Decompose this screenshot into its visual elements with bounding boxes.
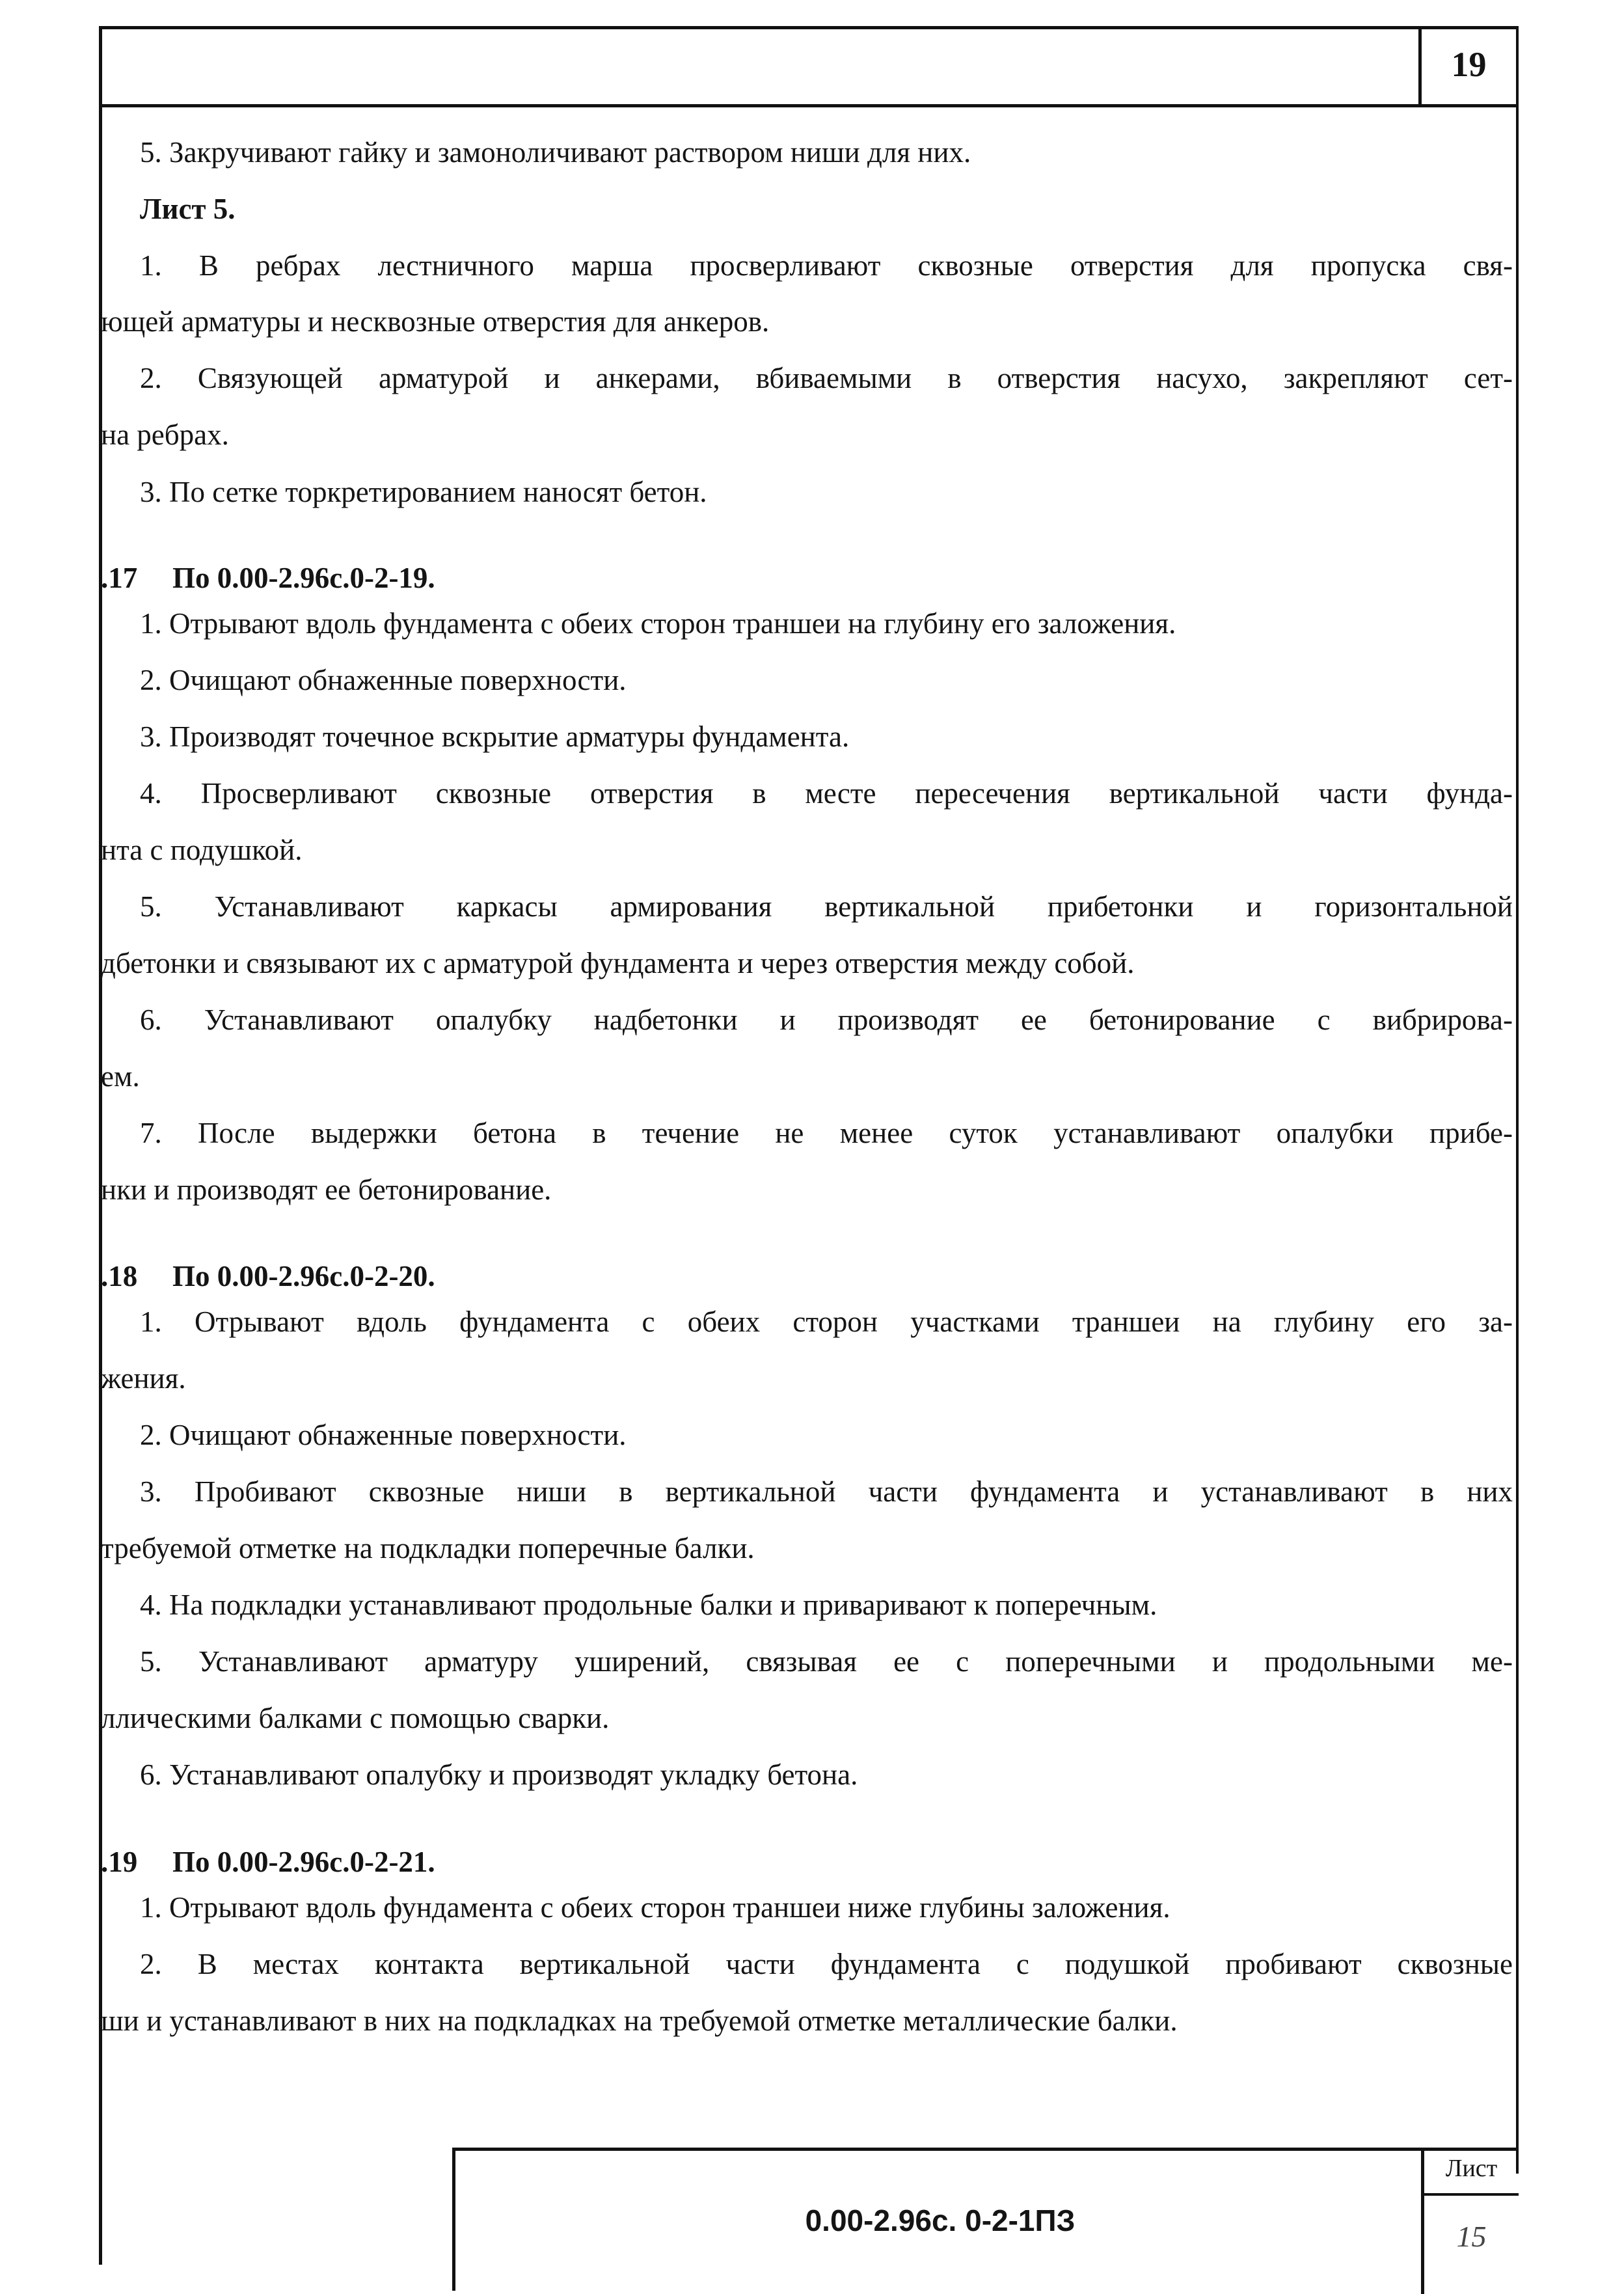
section-heading-19 — [101, 1845, 1513, 1879]
text-line: 4. На подкладки устанавливают продольные балки и приваривают к поперечным. — [140, 1589, 1157, 1621]
text-line: 2. В местах контакта вертикальной части фундамента с подушкой пробивают сквозные — [140, 1948, 1513, 1980]
text-line: 7. После выдержки бетона в течение не менее суток устанавливают опалубки прибе- — [140, 1117, 1513, 1149]
page-number-box — [1418, 26, 1516, 107]
text-line: 2. Связующей арматурой и анкерами, вбиваемыми в отверстия насухо, закрепляют сет- — [140, 362, 1513, 394]
sheet-box — [1421, 2148, 1519, 2294]
header-rule — [99, 104, 1519, 107]
text-line: 2. Очищают обнаженные поверхности. — [140, 664, 627, 696]
document-code: 0.00-2.96с. 0-2-1ПЗ — [805, 2204, 1076, 2237]
section-number: .18 — [101, 1260, 138, 1292]
text-line: требуемой отметке на подкладки поперечные балки. — [101, 1532, 755, 1564]
frame-right-border — [1516, 26, 1519, 2174]
section-number: .17 — [101, 562, 138, 594]
text-line: 1. Отрывают вдоль фундамента с обеих сторон траншеи ниже глубины заложения. — [140, 1891, 1171, 1924]
text-line: 5. Закручивают гайку и замоноличивают раствором ниши для них. — [140, 136, 971, 169]
text-line: 5. Устанавливают каркасы армирования вертикальной прибетонки и горизонтальной — [140, 890, 1513, 923]
text-line: нки и производят ее бетонирование. — [101, 1173, 552, 1206]
text-line: 1. Отрывают вдоль фундамента с обеих сторон участками траншеи на глубину его за- — [140, 1305, 1513, 1338]
text-line: 1. Отрывают вдоль фундамента с обеих сторон траншеи на глубину его заложения. — [140, 607, 1176, 640]
text-line: дбетонки и связывают их с арматурой фундамента и через отверстия между собой. — [101, 947, 1135, 979]
text-line: 6. Устанавливают опалубку и производят укладку бетона. — [140, 1758, 858, 1791]
frame-top-border — [99, 26, 1519, 29]
text-line: 2. Очищают обнаженные поверхности. — [140, 1419, 627, 1451]
text-line: 1. В ребрах лестничного марша просверливают сквозные отверстия для пропуска свя- — [140, 249, 1513, 282]
page-number: 19 — [1451, 45, 1487, 84]
text-line: 4. Просверливают сквозные отверстия в месте пересечения вертикальной части фунда- — [140, 777, 1513, 810]
section-heading-17 — [101, 561, 1513, 595]
text-line: на ребрах. — [101, 418, 229, 451]
text-line: нта с подушкой. — [101, 834, 303, 866]
text-line: жения. — [101, 1362, 186, 1395]
sheet-label: Лист — [1424, 2154, 1519, 2196]
text-line: 3. Производят точечное вскрытие арматуры фундамента. — [140, 720, 850, 753]
text-line: ллическими балками с помощью сварки. — [101, 1702, 610, 1734]
section-number: .19 — [101, 1846, 138, 1878]
sheet-number: 15 — [1456, 2220, 1487, 2253]
section-title: По 0.00-2.96с.0-2-19. — [172, 562, 435, 594]
text-line: 3. По сетке торкретированием наносят бетон. — [140, 476, 707, 508]
section-title: По 0.00-2.96с.0-2-21. — [172, 1846, 435, 1878]
text-line: ющей арматуры и несквозные отверстия для анкеров. — [101, 305, 770, 338]
text-line: ши и устанавливают в них на подкладках на требуемой отметке металлические балки. — [101, 2004, 1178, 2037]
text-line: 5. Устанавливают арматуру уширений, связывая ее с поперечными и продольными ме- — [140, 1645, 1513, 1678]
text-line: ем. — [101, 1060, 140, 1093]
section-heading-18 — [101, 1259, 1513, 1293]
section-title: По 0.00-2.96с.0-2-20. — [172, 1260, 435, 1292]
title-block — [452, 2148, 1519, 2291]
text-line: 3. Пробивают сквозные ниши в вертикальной части фундамента и устанавливают в них — [140, 1475, 1513, 1508]
text-line: 6. Устанавливают опалубку надбетонки и производят ее бетонирование с вибрирова- — [140, 1004, 1513, 1036]
sheet-subheading: Лист 5. — [140, 193, 236, 225]
